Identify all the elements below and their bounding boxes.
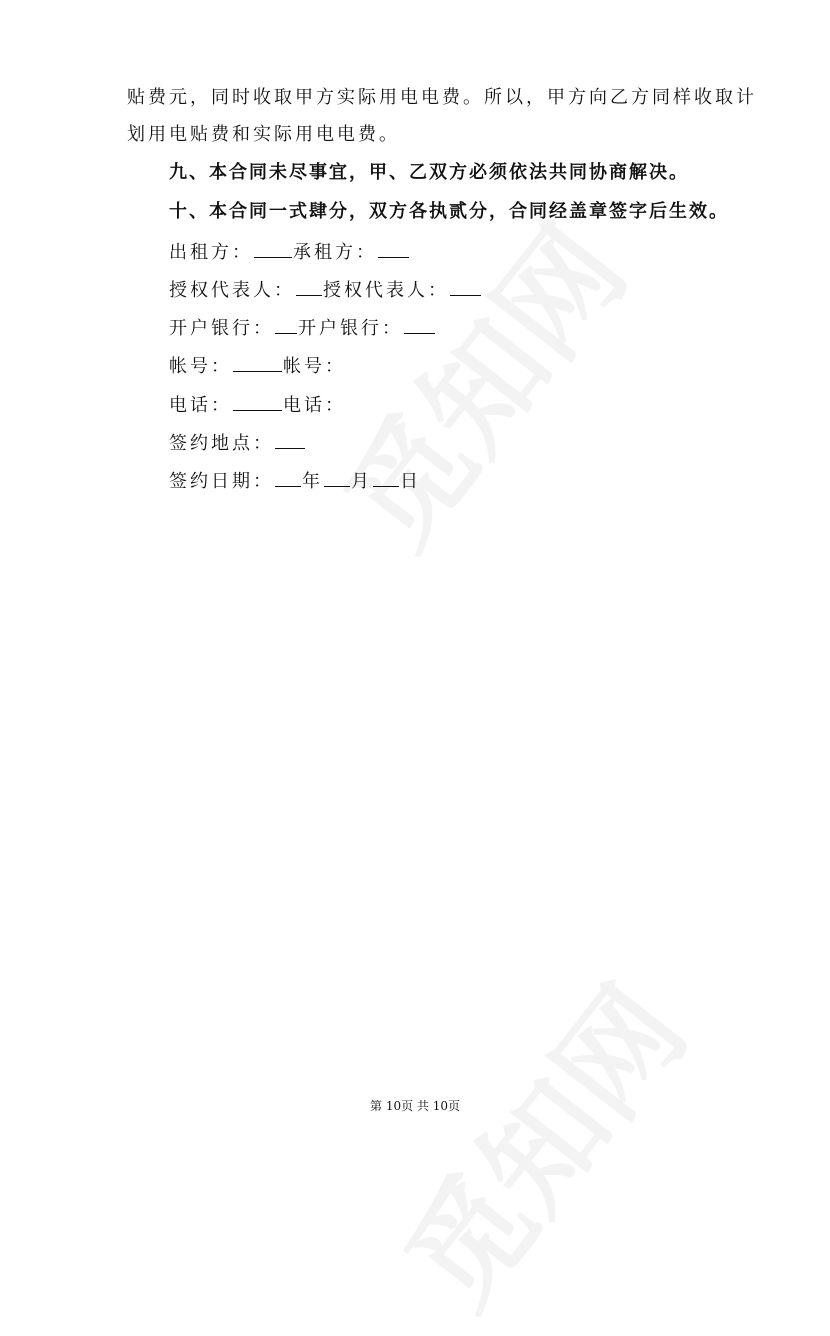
signature-row-place — [169, 431, 306, 455]
account-blank-a — [233, 354, 282, 372]
lessee-blank — [378, 240, 409, 258]
rep-blank-b — [450, 278, 481, 296]
rep-label-b: 授权代表人： — [323, 280, 449, 301]
bank-label-a: 开户银行： — [169, 318, 274, 339]
signature-row-representative — [169, 278, 482, 302]
clause-ten: 十、本合同一式肆分，双方各执贰分，合同经盖章签字后生效。 — [169, 201, 729, 222]
bank-label-b: 开户银行： — [298, 318, 403, 339]
year-label: 年 — [302, 471, 323, 492]
signature-row-phone — [169, 393, 346, 417]
paragraph-line: 贴费元，同时收取甲方实际用电电费。所以，甲方向乙方同样收取计 — [127, 87, 757, 108]
bank-blank-b — [404, 316, 435, 334]
paragraph-line: 划用电贴费和实际用电电费。 — [127, 124, 400, 145]
year-blank — [275, 469, 301, 487]
phone-label-a: 电话： — [169, 395, 232, 416]
signature-row-parties — [169, 240, 410, 264]
day-label: 日 — [400, 471, 421, 492]
lessor-blank — [254, 240, 292, 258]
rep-blank-a — [296, 278, 322, 296]
phone-label-b: 电话： — [283, 395, 346, 416]
account-label-a: 帐号： — [169, 356, 232, 377]
watermark — [360, 946, 717, 1336]
day-blank — [373, 469, 399, 487]
date-label: 签约日期： — [169, 471, 274, 492]
signature-row-date — [169, 469, 421, 493]
rep-label-a: 授权代表人： — [169, 280, 295, 301]
lessee-label: 承租方： — [293, 242, 377, 263]
bank-blank-a — [275, 316, 297, 334]
place-label: 签约地点： — [169, 433, 274, 454]
account-label-b: 帐号： — [283, 356, 346, 377]
month-label: 月 — [351, 471, 372, 492]
signature-row-bank — [169, 316, 436, 340]
page-footer: 第 10页 共 10页 — [370, 1099, 460, 1113]
signature-row-account — [169, 354, 346, 378]
lessor-label: 出租方： — [169, 242, 253, 263]
phone-blank-a — [233, 393, 282, 411]
place-blank — [275, 431, 305, 449]
clause-nine: 九、本合同未尽事宜，甲、乙双方必须依法共同协商解决。 — [169, 162, 689, 183]
month-blank — [324, 469, 350, 487]
